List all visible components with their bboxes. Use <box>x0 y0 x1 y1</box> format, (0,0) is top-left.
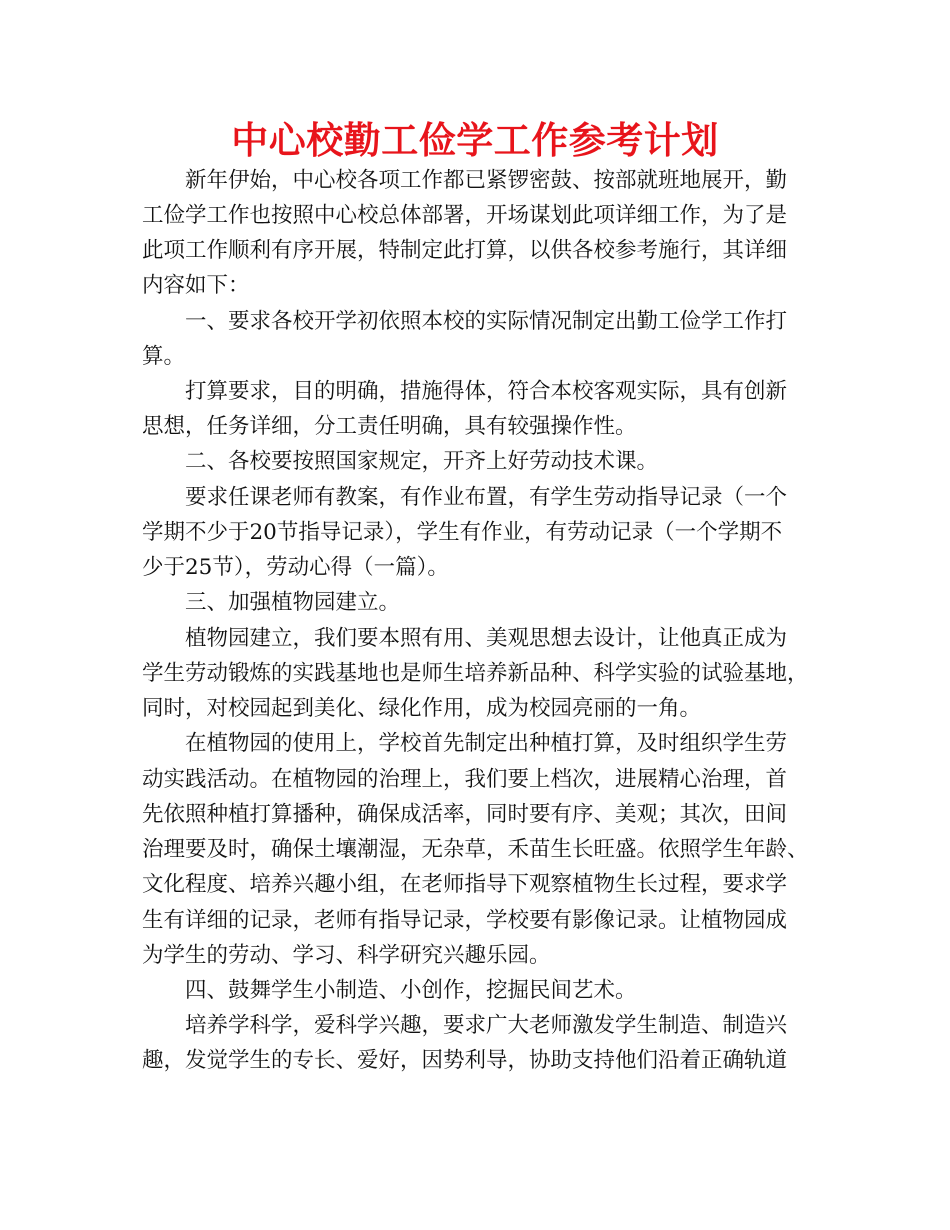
paragraph-line: 治理要及时，确保土壤潮湿，无杂草，禾苗生长旺盛。依照学生年龄、 <box>142 837 809 862</box>
paragraph-line: 为学生的劳动、学习、科学研究兴趣乐园。 <box>142 943 551 968</box>
paragraph-line: 算。 <box>142 344 186 369</box>
paragraph-line: 同时，对校园起到美化、绿化作用，成为校园亮丽的一角。 <box>142 696 702 721</box>
paragraph-line: 工俭学工作也按照中心校总体部署，开场谋划此项详细工作，为了是 <box>142 203 788 228</box>
paragraph-line: 生有详细的记录，老师有指导记录，学校要有影像记录。让植物园成 <box>142 908 788 933</box>
section-heading: 二、各校要按照国家规定，开齐上好劳动技术课。 <box>185 449 659 474</box>
paragraph-line: 学生劳动锻炼的实践基地也是师生培养新品种、科学实验的试验基地， <box>142 661 809 686</box>
paragraph-line: 先依照种植打算播种，确保成活率，同时要有序、美观；其次，田间 <box>142 802 788 827</box>
paragraph-line: 打算要求，目的明确，措施得体，符合本校客观实际，具有创新 <box>185 379 788 404</box>
paragraph-line: 在植物园的使用上，学校首先制定出种植打算，及时组织学生劳 <box>185 731 788 756</box>
paragraph-line: 动实践活动。在植物园的治理上，我们要上档次，进展精心治理，首 <box>142 767 788 792</box>
section-heading: 三、加强植物园建立。 <box>185 590 401 615</box>
paragraph-line: 植物园建立，我们要本照有用、美观思想去设计，让他真正成为 <box>185 626 788 651</box>
paragraph-line: 文化程度、培养兴趣小组，在老师指导下观察植物生长过程，要求学 <box>142 872 788 897</box>
paragraph-line: 少于25节），劳动心得（一篇）。 <box>142 555 449 580</box>
document-title: 中心校勤工俭学工作参考计划 <box>231 119 719 162</box>
paragraph-line: 趣，发觉学生的专长、爱好，因势利导，协助支持他们沿着正确轨道 <box>142 1048 788 1073</box>
paragraph-line: 学期不少于20节指导记录），学生有作业，有劳动记录（一个学期不 <box>142 520 783 545</box>
paragraph-line: 内容如下： <box>142 273 250 298</box>
paragraph-line: 此项工作顺利有序开展，特制定此打算，以供各校参考施行，其详细 <box>142 238 788 263</box>
section-heading: 四、鼓舞学生小制造、小创作，挖掘民间艺术。 <box>185 978 637 1003</box>
paragraph-line: 培养学科学，爱科学兴趣，要求广大老师激发学生制造、制造兴 <box>185 1013 788 1038</box>
paragraph-line: 要求任课老师有教案，有作业布置，有学生劳动指导记录（一个 <box>185 485 788 510</box>
paragraph-line: 思想，任务详细，分工责任明确，具有较强操作性。 <box>142 414 637 439</box>
paragraph-line: 新年伊始，中心校各项工作都已紧锣密鼓、按部就班地展开，勤 <box>185 168 788 193</box>
paragraph-line: 一、要求各校开学初依照本校的实际情况制定出勤工俭学工作打 <box>185 309 788 334</box>
